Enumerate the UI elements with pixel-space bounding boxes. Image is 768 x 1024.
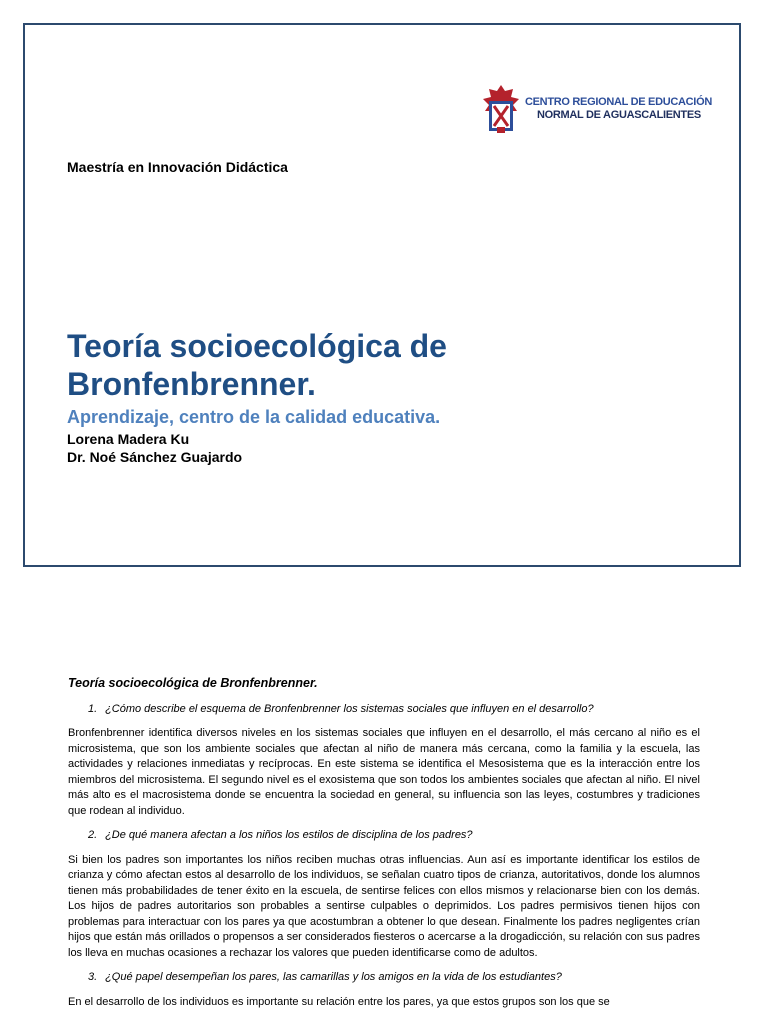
- document-subtitle: Aprendizaje, centro de la calidad educativa.: [67, 407, 441, 427]
- answer-paragraph-3: En el desarrollo de los individuos es importante su relación entre los pares, ya que estos grupos son los que se: [68, 995, 610, 1008]
- question-text: ¿De qué manera afectan a los niños los estilos de disciplina de los padres?: [105, 829, 473, 841]
- document-title: Teoría socioecológica de Bronfenbrenner.: [67, 328, 447, 402]
- answer-paragraph-2: Si bien los padres son importantes los niños reciben muchas otras influencias. Aun así es importante identificar los estilos de crianza y cómo afectan estos al desarrollo de los individuos, se señalan cuatro tipos de crianza, autoritativos, donde los alumnos tienen más probabilidades de tener éxito en la escuela, de sentirse felices con ellos mismos y relacionarse bien con los demás. Los hijos de padres autoritarios son probables a sentirse culpables o deprimidos. Los padres permisivos tienen hijos con problemas para interactuar con los pares ya que acostumbran a obtener lo que desean. Finalmente los padres negligentes crían hijos que están más orillados o propensos a ser considerados fiesteros o acercarse a la drogadicción, su relación con sus padres los lleva en muchas ocasiones a rechazar los valores que pueden identificarse como de adultos.: [68, 853, 700, 959]
- logo-line-2: NORMAL DE AGUASCALIENTES: [537, 109, 701, 121]
- logo-line-1: CENTRO REGIONAL DE EDUCACIÓN: [525, 96, 712, 108]
- document-body: [68, 676, 700, 1019]
- question-number: 3.: [88, 971, 98, 983]
- author-block: [67, 430, 242, 466]
- question-number: 2.: [88, 829, 98, 841]
- question-3: [88, 970, 700, 986]
- question-2: [88, 828, 700, 844]
- answer-paragraph-1: Bronfenbrenner identifica diversos niveles en los sistemas sociales que influyen en el desarrollo, el más cercano al niño es el microsistema, que son los ambiente sociales que afectan al niño de manera más cercana, como la familia y la escuela, las actividades y relaciones inmediatas y recíprocas. En este sistema se identifica el Mesosistema que es la interacción entre los miembros del microsistema. El segundo nivel es el exosistema que son todos los ambientes sociales que afectan al niño. El nivel más alto es el macrosistema donde se encuentra la sociedad en general, su influencia son las leyes, costumbres y tradiciones que rodean al individuo.: [68, 727, 700, 817]
- question-text: ¿Cómo describe el esquema de Bronfenbrenner los sistemas sociales que influyen en el desarrollo?: [105, 702, 594, 715]
- author-name: Lorena Madera Ku: [67, 431, 190, 447]
- section-heading: Teoría socioecológica de Bronfenbrenner.: [68, 676, 318, 690]
- question-1: [88, 702, 700, 718]
- question-text: ¿Qué papel desempeñan los pares, las camarillas y los amigos en la vida de los estudiantes?: [105, 971, 562, 983]
- crest-icon: [481, 83, 521, 135]
- question-number: 1.: [88, 702, 98, 715]
- program-name: Maestría en Innovación Didáctica: [67, 159, 288, 175]
- cover-page: [23, 23, 741, 567]
- institution-logo: [481, 83, 721, 139]
- advisor-name: Dr. Noé Sánchez Guajardo: [67, 449, 243, 465]
